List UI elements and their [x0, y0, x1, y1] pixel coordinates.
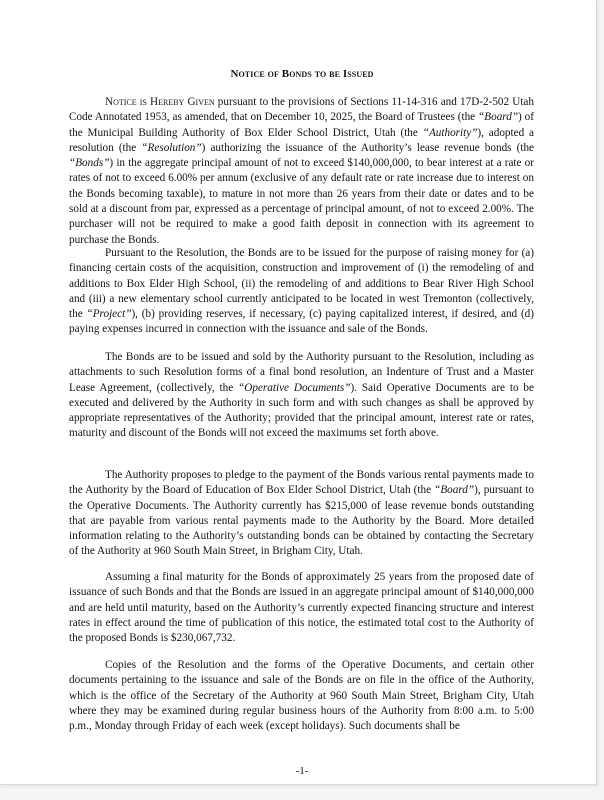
- document-title: Notice of Bonds to be Issued: [230, 68, 374, 80]
- paragraph-pledge: The Authority proposes to pledge to the payment of the Bonds various rental payments made to the Authority by the Board of Education of Box Elder School District, Utah (the “Board”), pursuant to the Operative Documents. The Authority currently has $215,000 of lease revenue bonds outstanding that are payable from various rental payments made to the Authority by the Board. More detailed information relating to the Authority’s outstanding bonds can be obtained by contacting the Secretary of the Authority at 960 South Main Street, in Brigham City, Utah.: [69, 469, 534, 558]
- paragraph-copies: Copies of the Resolution and the forms of the Operative Documents, and certain other documents pertaining to the issuance and sale of the Bonds are on file in the office of the Authority, which is the office of the Secretary of the Authority at 960 South Main Street, Brigham City, Utah where they may be examined during regular business hours of the Authority from 8:00 a.m. to 5:00 p.m., Monday through Friday of each week (except holidays). Such documents shall be: [69, 659, 534, 733]
- paragraph-operative-documents: The Bonds are to be issued and sold by the Authority pursuant to the Resolution, including as attachments to such Resolution forms of a final bond resolution, an Indenture of Trust and a Master Lease Agreement, (collectively, the “Operative Documents”). Said Operative Documents are to be executed and delivered by the Authority in such form and with such changes as shall be approved by appropriate representatives of the Authority; provided that the principal amount, interest rate or rates, maturity and discount of the Bonds will not exceed the maximums set forth above.: [69, 351, 534, 440]
- paragraph-purpose: Pursuant to the Resolution, the Bonds are to be issued for the purpose of raising money for (a) financing certain costs of the acquisition, construction and improvement of (i) the remodeling of and additions to Box Elder High School, (ii) the remodeling of and additions to Bear River High School and (iii) a new elementary school currently anticipated to be located in west Tremonton (collectively, the “Project”), (b) providing reserves, if necessary, (c) paying capitalized interest, if desired, and (d) paying expenses incurred in connection with the issuance and sale of the Bonds.: [69, 247, 535, 336]
- page-number: -1-: [295, 765, 309, 777]
- paragraph-notice: Notice is Hereby Given pursuant to the provisions of Sections 11-14-316 and 17D-2-502 Utah Code Annotated 1953, as amended, that on December 10, 2025, the Board of Trustees (the “Board”) of the Municipal Building Authority of Box Elder School District, Utah (the “Authority”), adopted a resolution (the “Resolution”) authorizing the issuance of the Authority’s lease revenue bonds (the “Bonds”) in the aggregate principal amount of not to exceed $140,000,000, to bear interest at a rate or rates of not to exceed 6.00% per annum (exclusive of any default rate or rate increase due to interest on the Bonds becoming taxable), to mature in not more than 26 years from their date or dates and to be sold at a discount from par, expressed as a percentage of principal amount, of not to exceed 2.00%. The purchaser will not be required to make a good faith deposit in connection with its agreement to purchase the Bonds.: [69, 96, 535, 246]
- lead-in: Notice is Hereby Given: [105, 96, 215, 108]
- paragraph-total-cost: Assuming a final maturity for the Bonds of approximately 25 years from the proposed date of issuance of such Bonds and that the Bonds are issued in an aggregate principal amount of $140,000,000 and are held until maturity, based on the Authority’s currently expected financing structure and interest rates in effect around the time of publication of this notice, the estimated total cost to the Authority of the proposed Bonds is $230,067,732.: [69, 571, 534, 645]
